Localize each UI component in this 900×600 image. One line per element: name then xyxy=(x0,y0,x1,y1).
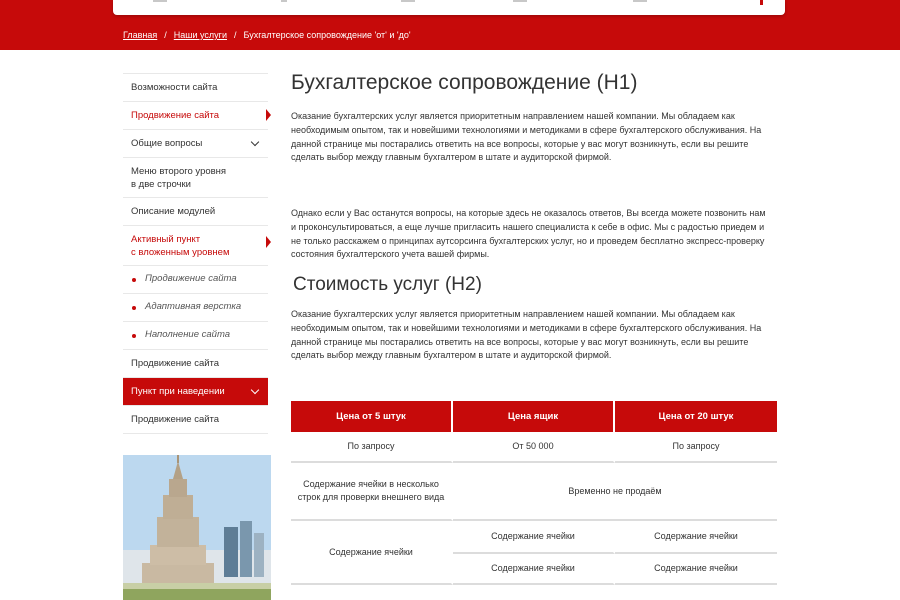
table-row xyxy=(291,463,777,521)
nav-item-stub[interactable] xyxy=(281,0,287,2)
sidebar-item-label-line2: в две строчки xyxy=(131,179,191,190)
nav-item-stub[interactable] xyxy=(633,0,647,2)
sidebar-item-label: Продвижение сайта xyxy=(131,358,220,369)
sidebar-subitem-label: Адаптивная верстка xyxy=(145,301,242,312)
sidebar-item-label: Возможности сайта xyxy=(131,82,218,93)
table-cell: Содержание ячейки xyxy=(453,521,615,554)
breadcrumb xyxy=(123,30,411,40)
breadcrumb-current: Бухгалтерское сопровождение 'от' и 'до' xyxy=(243,30,411,40)
table-header-row xyxy=(291,401,777,432)
sidebar-subitem-label: Наполнение сайта xyxy=(145,329,231,340)
contact-paragraph: Однако если у Вас останутся вопросы, на которые здесь не оказалось ответов, Вы всегда можете позвонить нам и проконсультироваться, а еще лучше пригласить нашего специалиста к себе в офис. Мы с радостью приедем и не только расскажем о принципах аутсорсинга бухгалтерских услуг, но и проведем бесплатно экспресс-проверку состояния бухгалтерского учета вашей фирмы. xyxy=(291,208,766,260)
section-title-h2: Стоимость услуг (H2) xyxy=(293,274,482,295)
sidebar-item-label: Пункт при наведении xyxy=(131,386,225,397)
sidebar-item-label-line2: с вложенным уровнем xyxy=(131,247,230,258)
chevron-down-icon[interactable] xyxy=(251,386,259,394)
sidebar-item-modules-description[interactable] xyxy=(123,197,268,225)
pricing-table xyxy=(291,401,777,585)
top-navigation[interactable] xyxy=(113,0,785,15)
table-header-cell: Цена ящик xyxy=(453,401,615,432)
table-row xyxy=(291,432,777,463)
sidebar-item-second-level-menu[interactable] xyxy=(123,157,268,197)
sidebar-item-site-promotion-2[interactable] xyxy=(123,349,268,377)
table-header-cell: Цена от 5 штук xyxy=(291,401,453,432)
table-cell: По запросу xyxy=(291,432,453,463)
breadcrumb-home-link[interactable]: Главная xyxy=(123,30,158,40)
breadcrumb-separator: / xyxy=(234,30,237,40)
sidebar-item-hover-state[interactable] xyxy=(123,377,268,405)
sidebar-subitem-label: Продвижение сайта xyxy=(145,273,237,284)
sidebar-item-site-promotion-active[interactable] xyxy=(123,101,268,129)
chevron-down-icon[interactable] xyxy=(251,138,259,146)
sidebar-item-label-line1: Активный пункт xyxy=(131,234,201,245)
sidebar-item-label: Общие вопросы xyxy=(131,138,203,149)
pricing-paragraph: Оказание бухгалтерских услуг является приоритетным направлением нашей компании. Мы обладаем как необходимым опытом, так и новейшими технологиями и методиками в сфере бухгалтерского обслуживания. На данной странице мы постарались ответить на все вопросы, которые у вас могут возникнуть, если вы решите сделать выбор между главным бухгалтером в штате и аудиторской фирмой. xyxy=(291,309,762,361)
table-cell: Содержание ячейки в несколько строк для проверки внешнего вида xyxy=(291,463,453,521)
active-marker-icon xyxy=(266,109,271,121)
table-cell-merged: Временно не продаём xyxy=(453,463,777,521)
sidebar-city-photo xyxy=(123,455,271,600)
breadcrumb-services-link[interactable]: Наши услуги xyxy=(173,30,227,40)
sidebar-subitem-site-content[interactable] xyxy=(123,321,268,349)
table-row xyxy=(291,521,777,554)
bullet-dot-icon xyxy=(132,334,136,338)
bullet-dot-icon xyxy=(132,306,136,310)
page-title-h1: Бухгалтерское сопровождение (H1) xyxy=(291,71,638,94)
sidebar-item-label: Продвижение сайта xyxy=(131,414,220,425)
sidebar-item-active-with-nested[interactable] xyxy=(123,225,268,265)
nav-item-stub[interactable] xyxy=(153,0,167,2)
table-cell: По запросу xyxy=(615,432,777,463)
table-cell: Содержание ячейки xyxy=(615,554,777,585)
sidebar-subitem-site-promotion[interactable] xyxy=(123,265,268,293)
intro-paragraph: Оказание бухгалтерских услуг является приоритетным направлением нашей компании. Мы обладаем как необходимым опытом, так и новейшими технологиями и методиками в сфере бухгалтерского обслуживания. На данной странице мы постарались ответить на все вопросы, которые у вас могут возникнуть, если вы решите сделать выбор между главным бухгалтером в штате и аудиторской фирмой. xyxy=(291,111,762,163)
nav-item-stub[interactable] xyxy=(401,0,415,2)
breadcrumb-separator: / xyxy=(164,30,167,40)
table-cell: Содержание ячейки xyxy=(291,521,453,585)
sidebar-item-label: Продвижение сайта xyxy=(131,110,220,121)
sidebar-item-label: Описание модулей xyxy=(131,206,216,217)
table-cell: От 50 000 xyxy=(453,432,615,463)
nav-item-stub[interactable] xyxy=(513,0,527,2)
sidebar-item-general-questions[interactable] xyxy=(123,129,268,157)
table-cell: Содержание ячейки xyxy=(615,521,777,554)
sidebar-item-label-line1: Меню второго уровня xyxy=(131,166,227,177)
sidebar-item-site-promotion-3[interactable] xyxy=(123,405,268,433)
bullet-dot-icon xyxy=(132,278,136,282)
table-header-cell: Цена от 20 штук xyxy=(615,401,777,432)
sidebar-menu xyxy=(123,73,268,434)
nav-accent-mark xyxy=(760,0,763,5)
table-cell: Содержание ячейки xyxy=(453,554,615,585)
active-marker-icon xyxy=(266,236,271,248)
sidebar-divider xyxy=(123,433,268,434)
palace-of-culture-image xyxy=(123,455,271,600)
sidebar-subitem-adaptive-layout[interactable] xyxy=(123,293,268,321)
main-content xyxy=(291,70,776,361)
sidebar-item-site-features[interactable] xyxy=(123,73,268,101)
